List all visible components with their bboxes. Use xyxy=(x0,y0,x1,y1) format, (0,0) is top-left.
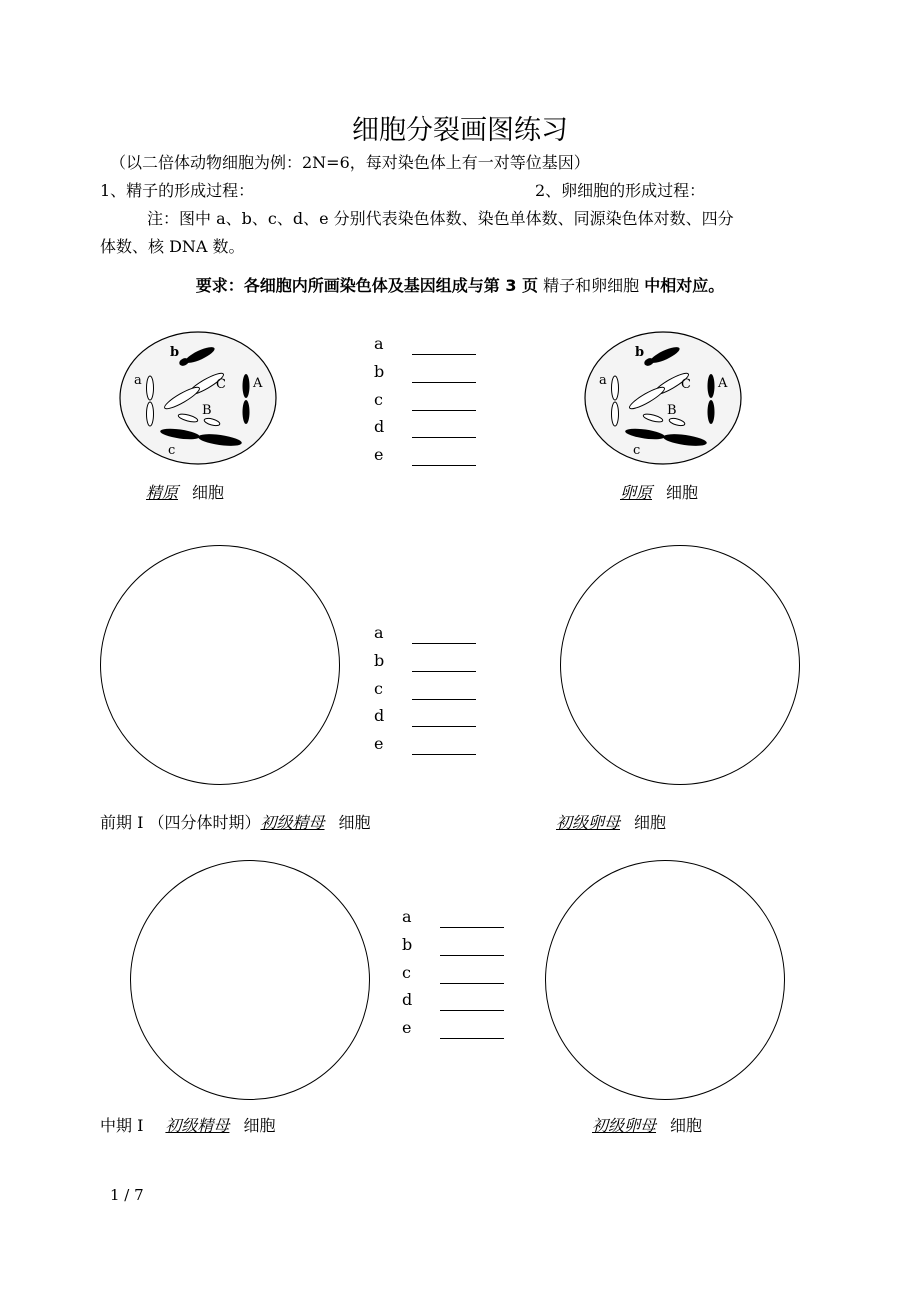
count-c-row3[interactable]: c xyxy=(402,963,512,991)
gene-B-label: B xyxy=(202,403,212,418)
count-e-row2[interactable]: e xyxy=(374,734,484,762)
count-b-row2[interactable]: b xyxy=(374,651,484,679)
count-e-row1[interactable]: e xyxy=(374,445,484,473)
gene-A-label: A xyxy=(253,376,263,391)
gene-a-label: a xyxy=(134,373,142,388)
gene-A-label: A xyxy=(718,376,728,391)
count-a-row1[interactable]: a xyxy=(374,334,484,362)
count-c-row1[interactable]: c xyxy=(374,390,484,418)
gene-C-label: C xyxy=(681,377,691,392)
caption-oogonium: 卵原 细胞 xyxy=(620,483,699,502)
gene-c-label: c xyxy=(168,443,176,458)
page-number: 1 / 7 xyxy=(110,1186,144,1204)
gene-c-label: c xyxy=(633,443,641,458)
count-b-row1[interactable]: b xyxy=(374,362,484,390)
gene-B-label: B xyxy=(667,403,677,418)
drawing-circle-primary-spermatocyte-metaphase[interactable] xyxy=(130,860,370,1100)
note-line-1: 注：图中 a、b、c、d、e 分别代表染色体数、染色单体数、同源染色体对数、四分 xyxy=(147,209,734,228)
count-d-row2[interactable]: d xyxy=(374,706,484,734)
requirement-part-3: 中相对应。 xyxy=(644,276,725,295)
caption-prophase-sperm: 前期 I （四分体时期）初级精母 细胞 xyxy=(100,813,371,832)
gene-b-label: b xyxy=(635,345,645,360)
subtitle: （以二倍体动物细胞为例：2N=6，每对染色体上有一对等位基因） xyxy=(110,153,590,172)
drawing-circle-primary-oocyte-metaphase[interactable] xyxy=(545,860,785,1100)
caption-metaphase-sperm: 中期 I 初级精母 细胞 xyxy=(100,1116,276,1135)
note-line-2: 体数、核 DNA 数。 xyxy=(100,237,245,256)
drawing-circle-primary-oocyte-prophase[interactable] xyxy=(560,545,800,785)
requirement xyxy=(0,273,920,296)
answer-blank: 初级卵母 xyxy=(592,1116,657,1135)
count-e-row3[interactable]: e xyxy=(402,1018,512,1046)
oogonium-diagram xyxy=(583,330,743,466)
count-c-row2[interactable]: c xyxy=(374,679,484,707)
gene-a-label: a xyxy=(599,373,607,388)
count-d-row1[interactable]: d xyxy=(374,417,484,445)
count-a-row3[interactable]: a xyxy=(402,907,512,935)
page-title: 细胞分裂画图练习 xyxy=(352,115,568,146)
requirement-part-1: 要求：各细胞内所画染色体及基因组成与第 3 页 xyxy=(195,276,539,295)
requirement-part-2: 精子和卵细胞 xyxy=(543,276,640,295)
caption-spermatogonium: 精原 细胞 xyxy=(146,483,225,502)
answer-blank: 初级精母 xyxy=(165,1116,230,1135)
gene-C-label: C xyxy=(216,377,226,392)
answer-blank: 初级精母 xyxy=(260,813,325,832)
spermatogonium-diagram xyxy=(118,330,278,466)
caption-metaphase-egg: 初级卵母 细胞 xyxy=(592,1116,703,1135)
answer-blank: 初级卵母 xyxy=(556,813,621,832)
count-d-row3[interactable]: d xyxy=(402,990,512,1018)
caption-prophase-egg: 初级卵母 细胞 xyxy=(556,813,667,832)
answer-blank: 精原 xyxy=(146,483,179,502)
section-sperm: 1、精子的形成过程： xyxy=(100,181,255,200)
answer-blank: 卵原 xyxy=(620,483,653,502)
drawing-circle-primary-spermatocyte-prophase[interactable] xyxy=(100,545,340,785)
count-a-row2[interactable]: a xyxy=(374,623,484,651)
gene-b-label: b xyxy=(170,345,180,360)
section-egg: 2、卵细胞的形成过程： xyxy=(535,181,706,200)
count-b-row3[interactable]: b xyxy=(402,935,512,963)
